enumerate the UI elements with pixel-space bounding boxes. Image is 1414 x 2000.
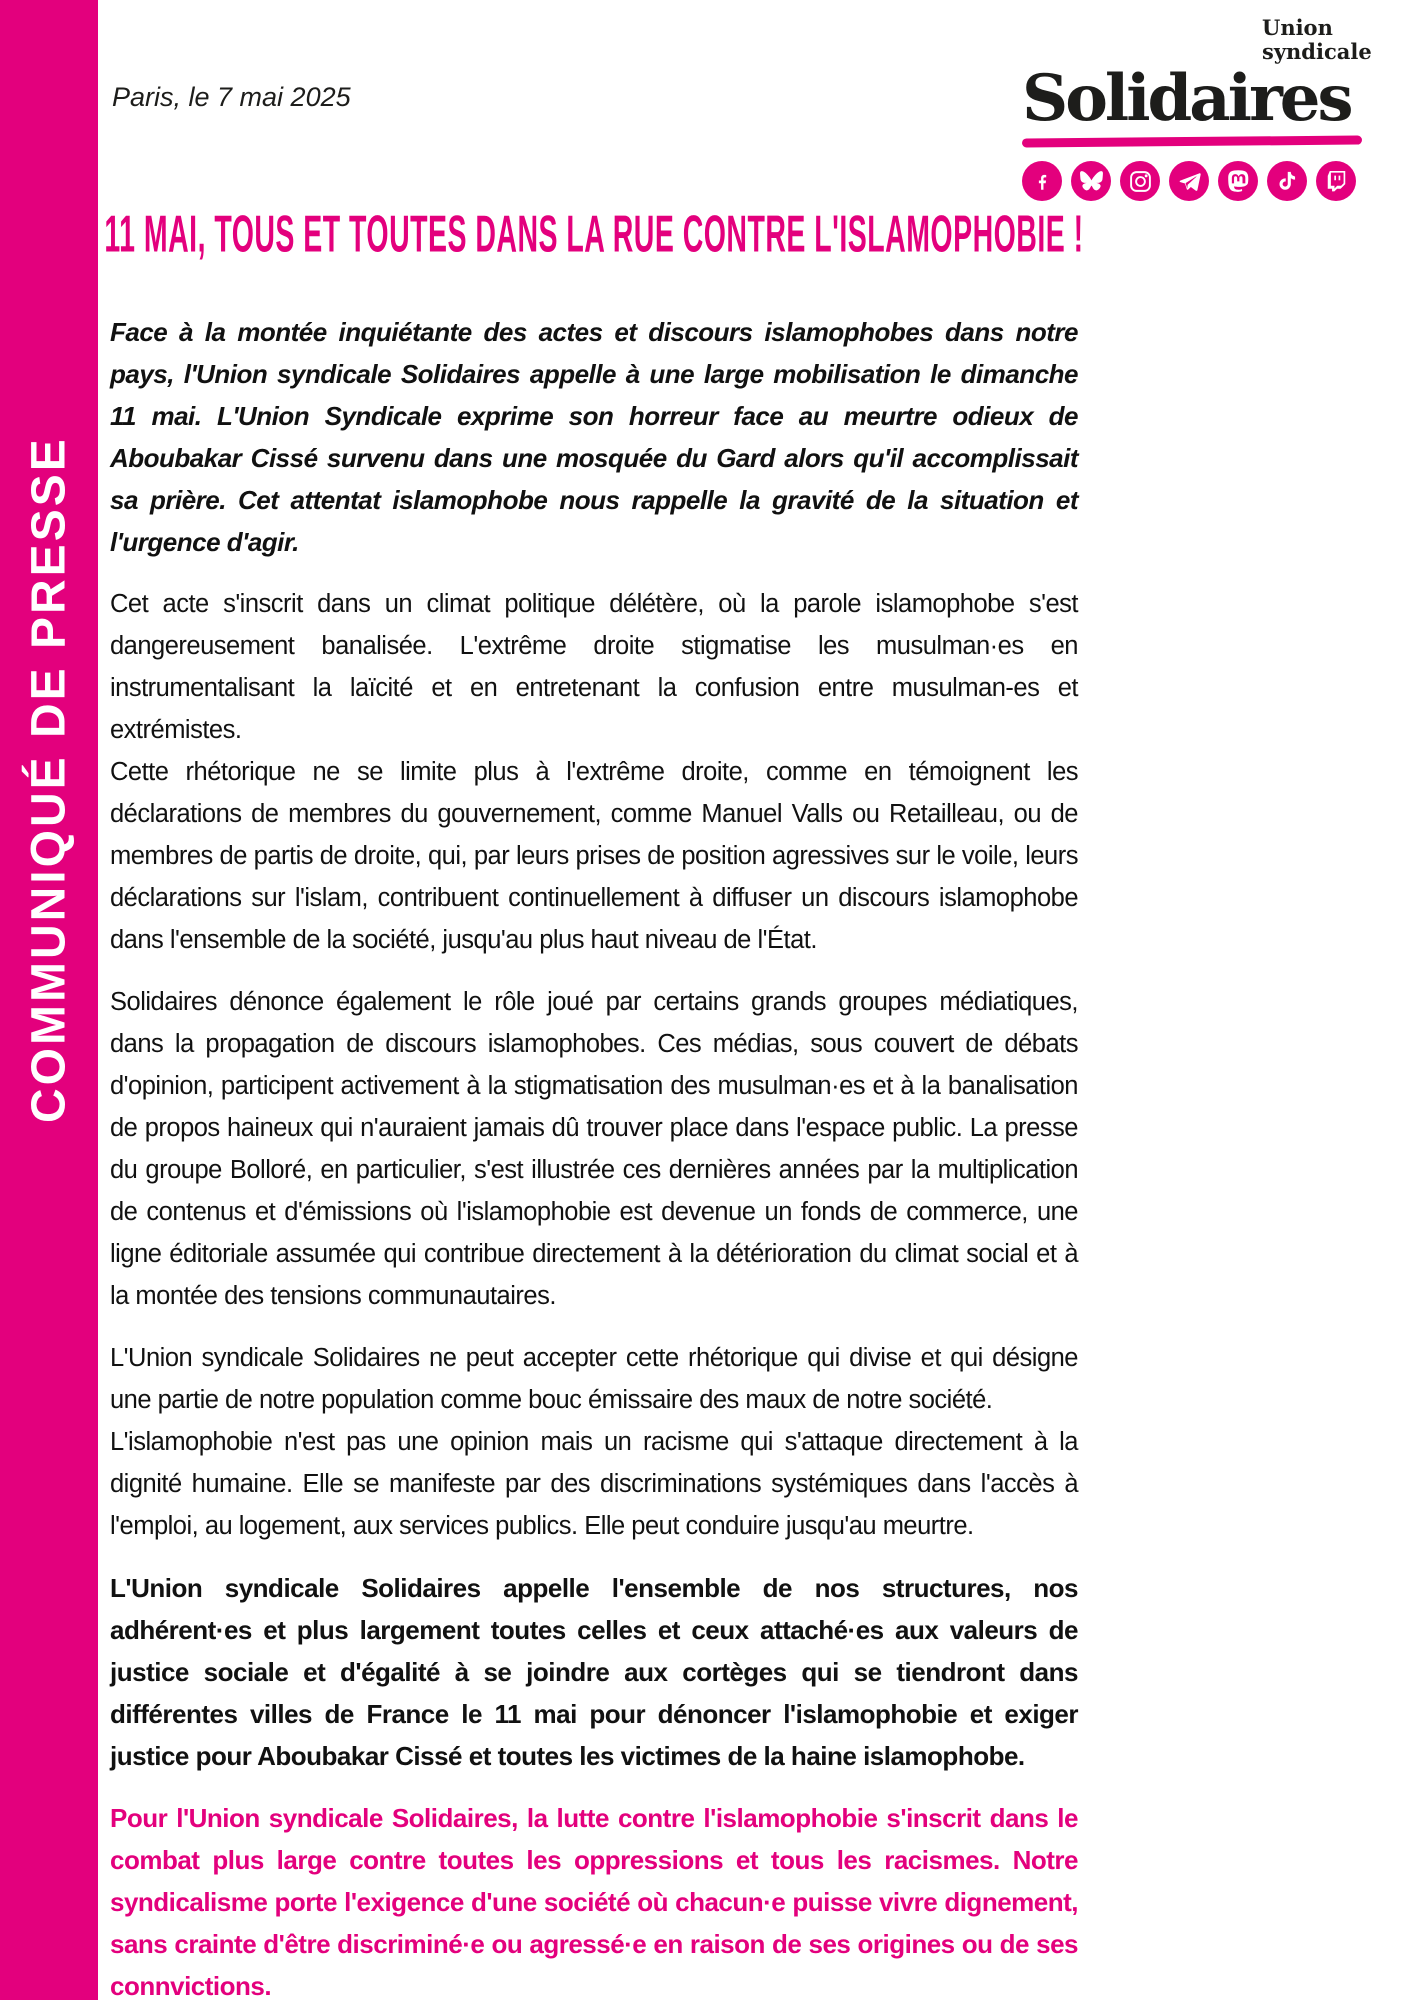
section-body (110, 583, 1078, 961)
section-emphasis (110, 1567, 1078, 1777)
page-title: 11 MAI, TOUS ET TOUTES DANS LA RUE CONTRE L'ISLAMOPHOBIE ! (104, 207, 1084, 264)
content-column (104, 0, 1084, 2000)
union-syndicale-label: Union syndicale (1262, 15, 1372, 64)
section-lead (110, 311, 1078, 563)
paragraph: L'Union syndicale Solidaires appelle l'ensemble de nos structures, nos adhérent·es et plus largement toutes celles et ceux attaché·es aux valeurs de justice sociale et d'égalité à se joindre aux cortèges qui se tiendront dans différentes villes de France le 11 mai pour dénoncer l'islamophobie et exiger justice pour Aboubakar Cissé et toutes les victimes de la haine islamophobe. (110, 1573, 1078, 1771)
headline-wrap (104, 203, 1084, 285)
paragraph: Cet acte s'inscrit dans un climat politique délétère, où la parole islamophobe s'est dangereusement banalisée. L'extrême droite stigmatise les musulman·es en instrumentalisant la laïcité et en entretenant la confusion entre musulman-es et extrémistes. (110, 590, 1078, 744)
paragraph: Solidaires dénonce également le rôle joué par certains grands groupes médiatiques, dans la propagation de discours islamophobes. Ces médias, sous couvert de débats d'opinion, participent activement à la stigmatisation des musulman·es et à la banalisation de propos haineux qui n'auraient jamais dû trouver place dans l'espace public. La presse du groupe Bolloré, en particulier, s'est illustrée ces dernières années par la multiplication de contenus et d'émissions où l'islamophobie est devenue un fonds de commerce, une ligne éditoriale assumée qui contribue directement à la détérioration du climat social et à la montée des tensions communautaires. (110, 988, 1078, 1310)
section-closing (110, 1797, 1078, 2000)
solidaires-logo-wordmark: Solidaires (1022, 61, 1351, 137)
pink-side-band (0, 0, 98, 2000)
section-body (110, 981, 1078, 1317)
instagram-icon[interactable] (1120, 161, 1160, 201)
mastodon-icon[interactable] (1218, 161, 1258, 201)
dateline: Paris, le 7 mai 2025 (112, 82, 351, 112)
communique-de-presse-vertical-label: COMMUNIQUÉ DE PRESSE (22, 436, 76, 1124)
twitch-icon[interactable] (1316, 161, 1356, 201)
telegram-icon[interactable] (1169, 161, 1209, 201)
paragraph: L'Union syndicale Solidaires ne peut accepter cette rhétorique qui divise et qui désigne une partie de notre population comme bouc émissaire des maux de notre société. (110, 1344, 1078, 1414)
section-body (110, 1337, 1078, 1547)
tiktok-icon[interactable] (1267, 161, 1307, 201)
paragraph: Pour l'Union syndicale Solidaires, la lutte contre l'islamophobie s'inscrit dans le combat plus large contre toutes les oppressions et tous les racismes. Notre syndicalisme porte l'exigence d'une société où chacun·e puisse vivre dignement, sans crainte d'être discriminé·e ou agressé·e en raison de ses origines ou de ses connvictions. (110, 1803, 1078, 2000)
paragraph: L'islamophobie n'est pas une opinion mais un racisme qui s'attaque directement à la dignité humaine. Elle se manifeste par des discriminations systémiques dans l'accès à l'emploi, au logement, aux services publics. Elle peut conduire jusqu'au meurtre. (110, 1428, 1078, 1540)
paragraph: Face à la montée inquiétante des actes et discours islamophobes dans notre pays, l'Union syndicale Solidaires appelle à une large mobilisation le dimanche 11 mai. L'Union Syndicale exprime son horreur face au meurtre odieux de Aboubakar Cissé survenu dans une mosquée du Gard alors qu'il accomplissait sa prière. Cet attentat islamophobe nous rappelle la gravité de la situation et l'urgence d'agir. (110, 317, 1078, 557)
article-body (110, 311, 1078, 2000)
paragraph: Cette rhétorique ne se limite plus à l'extrême droite, comme en témoignent les déclarations de membres du gouvernement, comme Manuel Valls ou Retailleau, ou de membres de partis de droite, qui, par leurs prises de position agressives sur le voile, leurs déclarations sur l'islam, contribuent continuellement à diffuser un discours islamophobe dans l'ensemble de la société, jusqu'au plus haut niveau de l'État. (110, 758, 1078, 954)
